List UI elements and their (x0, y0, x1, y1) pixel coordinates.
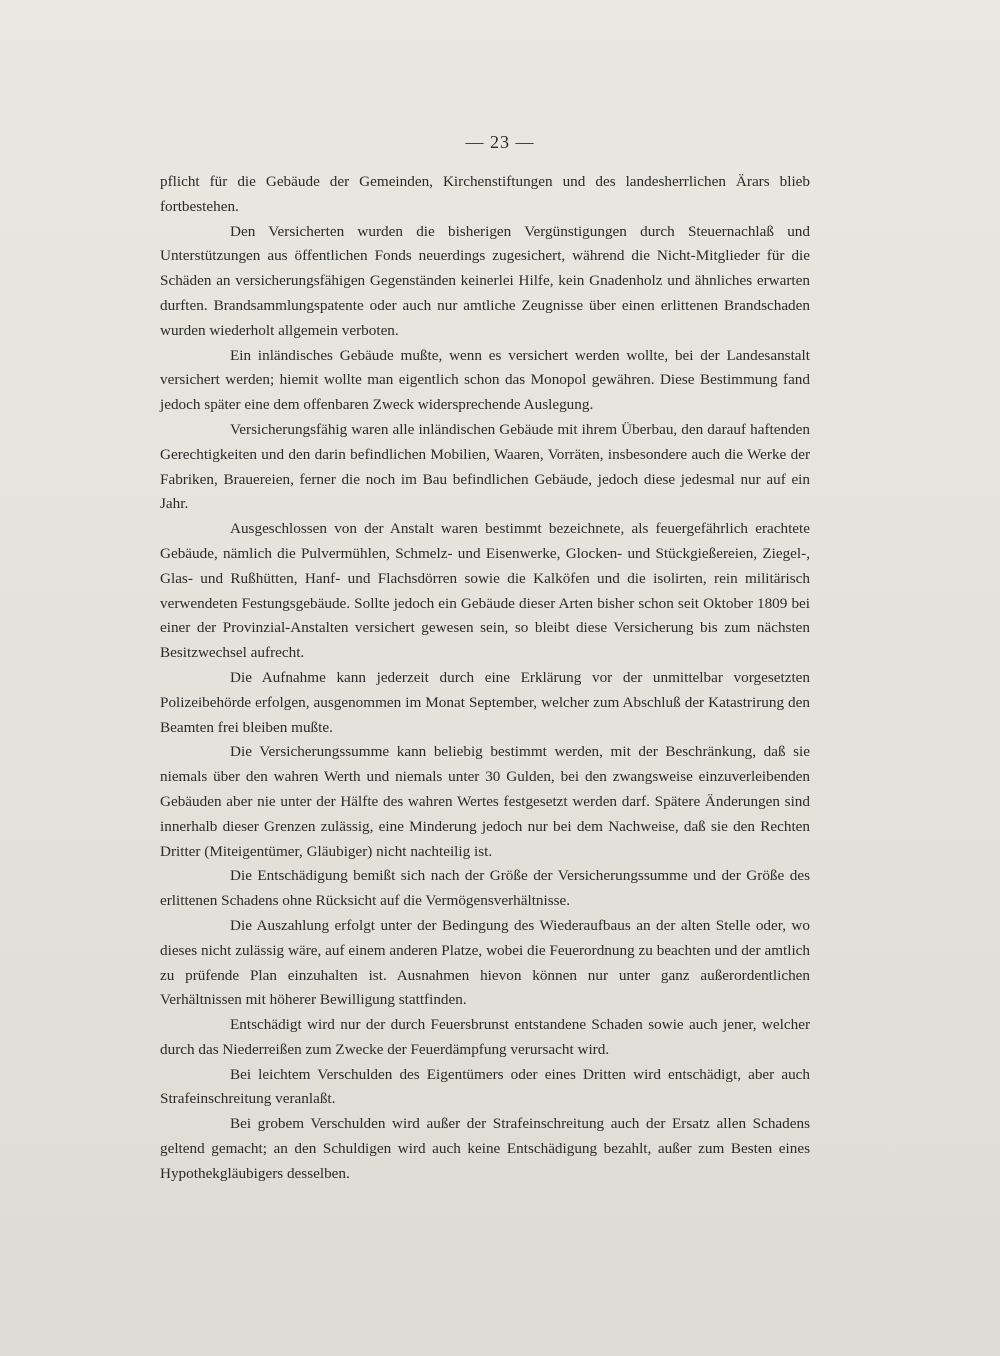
paragraph: Bei grobem Verschulden wird außer der Strafeinschreitung auch der Ersatz allen Schadens geltend gemacht; an den Schuldigen wird auch keine Entschädigung bezahlt, außer zum Besten eines Hypothekgläubigers desselben. (160, 1115, 810, 1182)
paragraph: Die Entschädigung bemißt sich nach der Größe der Versicherungssumme und der Größe des erlittenen Schadens ohne Rücksicht auf die Vermögensverhältnisse. (160, 867, 810, 910)
paragraph: Den Versicherten wurden die bisherigen Vergünstigungen durch Steuernachlaß und Unterstützungen aus öffentlichen Fonds neuerdings zugesichert, während die Nicht-Mitglieder für die Schäden an versicherungsfähigen Gegenständen keinerlei Hilfe, kein Gnadenholz und ähnliches erwarten durften. Brandsammlungspatente oder auch nur amtliche Zeugnisse über einen erlittenen Brandschaden wurden wiederholt allgemein verboten. (160, 222, 810, 339)
paragraph: pflicht für die Gebäude der Gemeinden, Kirchenstiftungen und des landesherrlichen Ärars blieb fortbestehen. (160, 173, 810, 215)
paragraph: Die Versicherungssumme kann beliebig bestimmt werden, mit der Beschränkung, daß sie niemals über den wahren Werth und niemals unter 30 Gulden, bei den zwangsweise einzuverleibenden Gebäuden aber nie unter der Hälfte des wahren Wertes festgesetzt werden darf. Spätere Änderungen sind innerhalb dieser Grenzen zulässig, eine Minderung jedoch nur bei dem Nachweise, daß sie den Rechten Dritter (Miteigentümer, Gläubiger) nicht nachteilig ist. (160, 743, 810, 860)
paragraph: Die Auszahlung erfolgt unter der Bedingung des Wiederaufbaus an der alten Stelle oder, wo dieses nicht zulässig wäre, auf einem anderen Platze, wobei die Feuerordnung zu beachten und der amtlich zu prüfende Plan einzuhalten ist. Ausnahmen hievon können nur unter ganz außerordentlichen Verhältnissen mit höherer Bewilligung stattfinden. (160, 916, 810, 1009)
paragraph: Ausgeschlossen von der Anstalt waren bestimmt bezeichnete, als feuergefährlich erachtete Gebäude, nämlich die Pulvermühlen, Schmelz- und Eisenwerke, Glocken- und Stückgießereien, Ziegel-, Glas- und Rußhütten, Hanf- und Flachsdörren sowie die Kalköfen und die isolirten, rein militärisch verwendeten Festungsgebäude. Sollte jedoch ein Gebäude dieser Arten bisher schon seit Oktober 1809 bei einer der Provinzial-Anstalten versichert gewesen sein, so bleibt diese Versicherung bis zum nächsten Besitzwechsel aufrecht. (160, 520, 810, 662)
paragraph: Die Aufnahme kann jederzeit durch eine Erklärung vor der unmittelbar vorgesetzten Polizeibehörde erfolgen, ausgenommen im Monat September, welcher zum Abschluß der Katastrirung den Beamten frei bleiben mußte. (160, 668, 810, 736)
body-text (160, 170, 810, 1187)
paragraph: Entschädigt wird nur der durch Feuersbrunst entstandene Schaden sowie auch jener, welcher durch das Niederreißen zum Zwecke der Feuerdämpfung verursacht wird. (160, 1016, 810, 1058)
page-number: — 23 — (465, 132, 535, 152)
paragraph: Bei leichtem Verschulden des Eigentümers oder eines Dritten wird entschädigt, aber auch Strafeinschreitung veranlaßt. (160, 1065, 810, 1108)
paragraph: Ein inländisches Gebäude mußte, wenn es versichert werden wollte, bei der Landesanstalt versichert werden; hiemit wollte man eigentlich schon das Monopol gewähren. Diese Bestimmung fand jedoch später eine dem offenbaren Zweck widersprechende Auslegung. (160, 346, 810, 414)
paragraph: Versicherungsfähig waren alle inländischen Gebäude mit ihrem Überbau, den darauf haftenden Gerechtigkeiten und den darin befindlichen Mobilien, Waaren, Vorräten, insbesondere auch die Werke der Fabriken, Brauereien, ferner die noch im Bau befindlichen Gebäude, jedoch diese jedesmal nur auf ein Jahr. (160, 420, 810, 513)
